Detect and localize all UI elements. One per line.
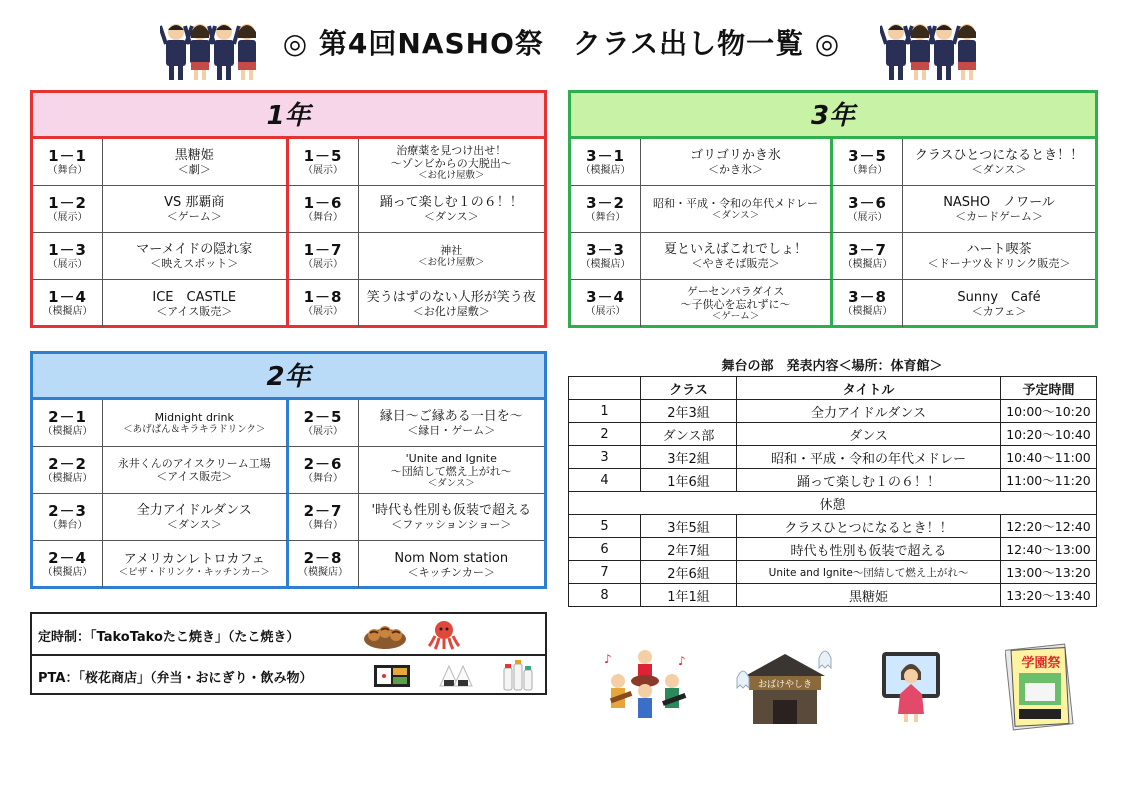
table-row [569, 515, 1097, 538]
event-category: ＜ダンス＞ [971, 163, 1027, 176]
event-cell [641, 280, 833, 327]
grade1-box [30, 90, 547, 328]
row-no: 5 [569, 515, 641, 538]
class-id: 1－3 [48, 240, 87, 259]
event-title: VS 那覇商 [164, 195, 225, 210]
class-id-cell [33, 233, 103, 280]
event-category: ＜あげぱん＆キラキラドリンク＞ [123, 424, 266, 435]
event-category: ＜ゲーム＞ [166, 210, 222, 223]
class-id-cell [33, 400, 103, 447]
event-subtitle: ～ゾンビからの大脱出～ [390, 156, 512, 170]
event-category: ＜カードゲーム＞ [955, 210, 1043, 223]
class-id-cell [833, 186, 903, 233]
event-type: （舞台） [303, 519, 343, 531]
event-cell [103, 186, 289, 233]
row-title: 全力アイドルダンス [737, 400, 1001, 423]
table-row [569, 423, 1097, 446]
class-id: 1－7 [303, 240, 343, 259]
break-label: 休憩 [569, 492, 1097, 515]
class-id-cell [289, 541, 359, 588]
event-title: '時代も性別も仮装で超える [371, 503, 532, 518]
event-title: 笑うはずのない人形が笑う夜 [366, 289, 536, 305]
event-title: 踊って楽しむ１の６！！ [379, 195, 523, 210]
class-id: 2－5 [303, 407, 343, 426]
table-row [569, 538, 1097, 561]
event-category: ＜ダンス＞ [166, 518, 222, 531]
event-cell [103, 280, 289, 327]
event-cell [359, 280, 545, 327]
students-cheering-illustration [160, 18, 260, 84]
event-cell [103, 233, 289, 280]
class-id: 3－6 [848, 193, 887, 212]
event-category: ＜縁日・ゲーム＞ [407, 424, 496, 437]
class-id: 1－1 [48, 146, 87, 165]
onigiri-icon [437, 660, 475, 690]
class-id: 3－5 [848, 146, 887, 165]
row-no: 2 [569, 423, 641, 446]
event-cell [103, 447, 289, 494]
svg-text:おばけやしき: おばけやしき [757, 680, 813, 690]
col-time-header: 予定時間 [1001, 377, 1097, 400]
class-id: 1－2 [48, 193, 87, 212]
grade2-box [30, 351, 547, 589]
row-no: 1 [569, 400, 641, 423]
grade2-header: 2年 [33, 354, 544, 400]
takoyaki-icon [362, 617, 408, 651]
event-type: （展示） [303, 425, 343, 437]
event-category: ＜お化け屋敷＞ [417, 169, 485, 181]
event-category: ＜お化け屋敷＞ [417, 257, 485, 268]
event-type: （舞台） [303, 472, 343, 484]
event-type: （模擬店） [42, 425, 93, 437]
class-id-cell [571, 139, 641, 186]
class-id-cell [33, 139, 103, 186]
event-type: （展示） [847, 211, 888, 223]
event-title: 黒糖姫 [174, 148, 214, 163]
row-no: 8 [569, 584, 641, 607]
school-festival-sign-illustration [1005, 643, 1077, 731]
event-cell [103, 400, 289, 447]
class-id-cell [33, 447, 103, 494]
class-id-cell [833, 233, 903, 280]
event-category: ＜アイス販売＞ [156, 304, 233, 318]
event-type: （模擬店） [580, 258, 631, 270]
event-category: ＜ダンス＞ [711, 210, 760, 221]
event-title: Sunny Café [957, 289, 1041, 305]
food-line-teijisei: 定時制：「TakoTakoたこ焼き」（たこ焼き） [38, 630, 300, 645]
event-category: ＜やきそば販売＞ [691, 257, 780, 270]
row-time: 13:00～13:20 [1001, 561, 1097, 584]
event-category: ＜ダンス＞ [423, 210, 479, 223]
event-type: （舞台） [47, 519, 88, 531]
row-no: 4 [569, 469, 641, 492]
octopus-icon [427, 618, 461, 650]
class-id-cell [33, 541, 103, 588]
col-no-header [569, 377, 641, 400]
row-class: 3年5組 [641, 515, 737, 538]
event-title: マーメイドの隠れ家 [136, 242, 253, 257]
row-no: 6 [569, 538, 641, 561]
event-category: ＜カフェ＞ [971, 304, 1027, 318]
event-title: 全力アイドルダンス [136, 503, 252, 518]
row-class: 2年3組 [641, 400, 737, 423]
bento-icon [372, 659, 412, 691]
table-row [569, 584, 1097, 607]
event-cell [641, 186, 833, 233]
grade2-grid [33, 400, 544, 588]
event-title: 永井くんのアイスクリーム工場 [117, 457, 271, 470]
event-cell [903, 233, 1095, 280]
row-time: 11:00～11:20 [1001, 469, 1097, 492]
event-cell [103, 541, 289, 588]
event-title: 夏といえばこれでしょ！ [663, 242, 807, 257]
row-no: 7 [569, 561, 641, 584]
row-title: 昭和・平成・令和の年代メドレー [737, 446, 1001, 469]
row-time: 12:40～13:00 [1001, 538, 1097, 561]
event-title: 縁日～ご縁ある一日を～ [379, 409, 523, 424]
col-title-header: タイトル [737, 377, 1001, 400]
event-category: ＜映えスポット＞ [150, 257, 239, 270]
svg-text:♪: ♪ [604, 652, 612, 666]
class-id: 1－6 [303, 193, 343, 212]
row-time: 13:20～13:40 [1001, 584, 1097, 607]
class-id-cell [33, 186, 103, 233]
row-time: 10:40～11:00 [1001, 446, 1097, 469]
event-type: （展示） [303, 306, 343, 317]
event-title: アメリカンレトロカフェ [123, 551, 265, 567]
class-id: 1－4 [48, 288, 87, 306]
event-cell [103, 139, 289, 186]
event-title: ゴリゴリかき氷 [690, 148, 781, 163]
class-id-cell [571, 186, 641, 233]
sign-text: 学園祭 [1021, 656, 1061, 671]
row-class: 3年2組 [641, 446, 737, 469]
event-title: 昭和・平成・令和の年代メドレー [653, 197, 818, 210]
event-title: クラスひとつになるとき！！ [914, 148, 1084, 163]
event-category: ＜アイス販売＞ [156, 470, 233, 483]
event-category: ＜ドーナツ＆ドリンク販売＞ [927, 257, 1071, 270]
row-class: 1年1組 [641, 584, 737, 607]
event-title: 治療薬を見つけ出せ！ [396, 143, 507, 157]
haunted-house-illustration [735, 648, 835, 728]
class-id: 3－2 [586, 193, 625, 212]
col-class-header: クラス [641, 377, 737, 400]
row-no: 3 [569, 446, 641, 469]
event-title: Nom Nom station [394, 550, 509, 566]
event-cell [359, 186, 545, 233]
event-type: （舞台） [585, 211, 626, 223]
class-id: 2－1 [48, 407, 87, 426]
class-id-cell [833, 139, 903, 186]
event-type: （舞台） [303, 211, 343, 223]
row-title: クラスひとつになるとき！！ [737, 515, 1001, 538]
class-id: 2－4 [48, 549, 87, 567]
grade1-header: 1年 [33, 93, 544, 139]
class-id: 3－1 [586, 146, 625, 165]
event-category: ＜ダンス＞ [427, 477, 475, 489]
event-cell [103, 494, 289, 541]
class-id-cell [289, 139, 359, 186]
class-id: 2－2 [48, 454, 87, 473]
event-title: 'Unite and Ignite [405, 451, 497, 465]
event-type: （舞台） [847, 164, 888, 176]
row-title: 踊って楽しむ１の６！！ [737, 469, 1001, 492]
event-title: ハート喫茶 [966, 242, 1032, 257]
event-category: ＜ピザ・ドリンク・キッチンカー＞ [118, 566, 270, 578]
row-time: 12:20～12:40 [1001, 515, 1097, 538]
event-cell [903, 139, 1095, 186]
class-id-cell [289, 233, 359, 280]
class-id: 3－3 [586, 240, 625, 259]
event-type: （展示） [47, 258, 88, 270]
grade3-header: 3年 [571, 93, 1095, 139]
row-class: 1年6組 [641, 469, 737, 492]
row-time: 10:20～10:40 [1001, 423, 1097, 446]
grade3-box [568, 90, 1098, 328]
grade3-grid [571, 139, 1095, 327]
event-title: ゲーセンパラダイス [686, 285, 785, 298]
class-id: 1－8 [303, 288, 343, 306]
table-row [569, 446, 1097, 469]
event-cell [359, 541, 545, 588]
class-id: 3－7 [848, 240, 887, 259]
grade1-grid [33, 139, 544, 327]
class-id: 3－4 [586, 288, 625, 306]
event-subtitle: ～団結して燃え上がれ～ [390, 464, 512, 478]
row-title: Unite and Ignite～団結して燃え上がれ～ [737, 561, 1001, 584]
table-header-row [569, 377, 1097, 400]
row-class: 2年7組 [641, 538, 737, 561]
event-type: （模擬店） [842, 306, 893, 317]
event-cell [359, 494, 545, 541]
row-class: ダンス部 [641, 423, 737, 446]
event-type: （舞台） [47, 164, 88, 176]
divider [32, 654, 545, 656]
row-time: 10:00～10:20 [1001, 400, 1097, 423]
row-title: 黒糖姫 [737, 584, 1001, 607]
event-title: NASHO ノワール [943, 195, 1055, 210]
class-id-cell [289, 447, 359, 494]
class-id-cell [833, 280, 903, 327]
class-id: 2－6 [303, 454, 343, 473]
event-type: （模擬店） [42, 306, 93, 317]
event-cell [903, 186, 1095, 233]
table-row [569, 400, 1097, 423]
event-category: ＜かき氷＞ [708, 163, 763, 176]
event-category: ＜ゲーム＞ [711, 311, 760, 322]
table-row [569, 561, 1097, 584]
class-id-cell [289, 186, 359, 233]
event-cell [359, 447, 545, 494]
class-id: 2－7 [303, 501, 343, 520]
drink-bottles-icon [500, 658, 534, 692]
class-id-cell [289, 494, 359, 541]
class-id-cell [289, 400, 359, 447]
class-id: 1－5 [303, 146, 343, 165]
break-row [569, 492, 1097, 515]
row-title: 時代も性別も仮装で超える [737, 538, 1001, 561]
photo-frame-girl-illustration [880, 650, 942, 724]
event-cell [641, 233, 833, 280]
event-cell [359, 139, 545, 186]
event-cell [359, 233, 545, 280]
event-cell [641, 139, 833, 186]
class-id: 3－8 [848, 288, 887, 306]
event-category: ＜キッチンカー＞ [407, 565, 495, 579]
class-id-cell [571, 280, 641, 327]
stage-schedule-table [568, 376, 1097, 607]
class-id-cell [289, 280, 359, 327]
event-type: （展示） [303, 164, 343, 176]
class-id-cell [33, 494, 103, 541]
event-type: （模擬店） [842, 258, 893, 270]
event-category: ＜ファッションショー＞ [391, 518, 512, 531]
event-type: （展示） [47, 211, 88, 223]
event-type: （模擬店） [42, 567, 93, 578]
row-class: 2年6組 [641, 561, 737, 584]
event-type: （展示） [585, 306, 626, 317]
event-cell [903, 280, 1095, 327]
class-id-cell [33, 280, 103, 327]
class-id-cell [571, 233, 641, 280]
event-category: ＜劇＞ [177, 163, 211, 176]
event-type: （模擬店） [298, 567, 348, 578]
class-id: 2－3 [48, 501, 87, 520]
row-title: ダンス [737, 423, 1001, 446]
event-category: ＜お化け屋敷＞ [412, 304, 490, 318]
event-subtitle: ～子供心を忘れずに～ [680, 298, 791, 311]
band-illustration [600, 645, 690, 725]
event-type: （展示） [303, 258, 343, 270]
event-cell [359, 400, 545, 447]
class-id: 2－8 [303, 549, 343, 567]
event-type: （模擬店） [42, 472, 93, 484]
event-title: 神社 [440, 244, 463, 257]
stage-caption: 舞台の部 発表内容＜場所：体育館＞ [721, 359, 943, 374]
svg-text:♪: ♪ [678, 654, 686, 668]
food-line-pta: PTA：「桜花商店」（弁当・おにぎり・飲み物） [38, 671, 313, 686]
table-row [569, 469, 1097, 492]
event-type: （模擬店） [580, 164, 631, 176]
page-title: ◎ 第4回NASHO祭 クラス出し物一覧 ◎ [282, 27, 841, 60]
event-title: Midnight drink [154, 411, 234, 424]
event-title: ICE CASTLE [152, 289, 237, 305]
students-cheering-illustration [880, 18, 980, 84]
food-vendors-box [30, 612, 547, 695]
